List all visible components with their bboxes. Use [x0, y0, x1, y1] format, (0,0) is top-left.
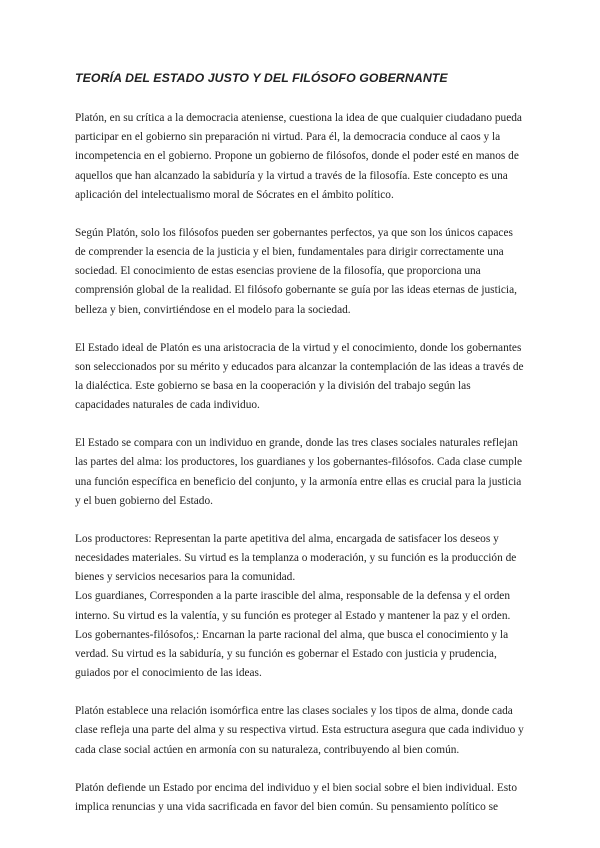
- class-philosopher-rulers: Los gobernantes-filósofos,: Encarnan la parte racional del alma, que busca el conocimiento y la verdad. Su virtud es la sabiduría, y su función es gobernar el Estado con justicia y prudencia, guiados por el conocimiento de las ideas.: [75, 628, 509, 680]
- class-producers: Los productores: Representan la parte apetitiva del alma, encargada de satisfacer los deseos y necesidades materiales. Su virtud es la templanza o moderación, y su función es la producción de bienes y servicios necesarios para la comunidad.: [75, 532, 517, 584]
- class-guardians: Los guardianes, Corresponden a la parte irascible del alma, responsable de la defensa y el orden interno. Su virtud es la valentía, y su función es proteger al Estado y mantener la paz y el orden.: [75, 590, 511, 622]
- paragraph-isomorphism: Platón establece una relación isomórfica entre las clases sociales y los tipos de alma, donde cada clase refleja una parte del alma y su respectiva virtud. Esta estructura asegura que cada individuo y cada clase social actúen en armonía con su naturaleza, contribuyendo al bien común.: [75, 705, 524, 756]
- paragraph-ideal-state: El Estado ideal de Platón es una aristocracia de la virtud y el conocimiento, donde los gobernantes son seleccionados por su mérito y educados para alcanzar la contemplación de las ideas a través de la dialéctica. Este gobierno se basa en la cooperación y la división del trabajo según las capacidades naturales de cada individuo.: [75, 341, 524, 412]
- social-classes-list: [75, 530, 524, 684]
- paragraph-democracy-critique: Platón, en su crítica a la democracia ateniense, cuestiona la idea de que cualquier ciudadano pueda participar en el gobierno sin preparación ni virtud. Para él, la democracia conduce al caos y la incompetencia en el gobierno. Propone un gobierno de filósofos, donde el poder esté en manos de aquellos que han alcanzado la sabiduría y la virtud a través de la filosofía. Este concepto es una aplicación del intelectualismo moral de Sócrates en el ámbito político.: [75, 112, 522, 201]
- paragraph-common-good: Platón defiende un Estado por encima del individuo y el bien social sobre el bien individual. Esto implica renuncias y una vida sacrificada en favor del bien común. Su pensamiento político se: [75, 781, 517, 813]
- paragraph-state-as-individual: El Estado se compara con un individuo en grande, donde las tres clases sociales naturales reflejan las partes del alma: los productores, los guardianes y los gobernantes-filósofos. Cada clase cumple una función específica en beneficio del conjunto, y la armonía entre ellas es crucial para la justicia y el buen gobierno del Estado.: [75, 437, 523, 507]
- document-title: TEORÍA DEL ESTADO JUSTO Y DEL FILÓSOFO GOBERNANTE: [75, 71, 448, 85]
- paragraph-philosopher-rulers: Según Platón, solo los filósofos pueden ser gobernantes perfectos, ya que son los únicos capaces de comprender la esencia de la justicia y el bien, fundamentales para dirigir correctamente una sociedad. El conocimiento de estas esencias proviene de la filosofía, que proporciona una comprensión global de la realidad. El filósofo gobernante se guía por las ideas eternas de justicia, belleza y bien, convirtiéndose en el modelo para la sociedad.: [75, 226, 517, 316]
